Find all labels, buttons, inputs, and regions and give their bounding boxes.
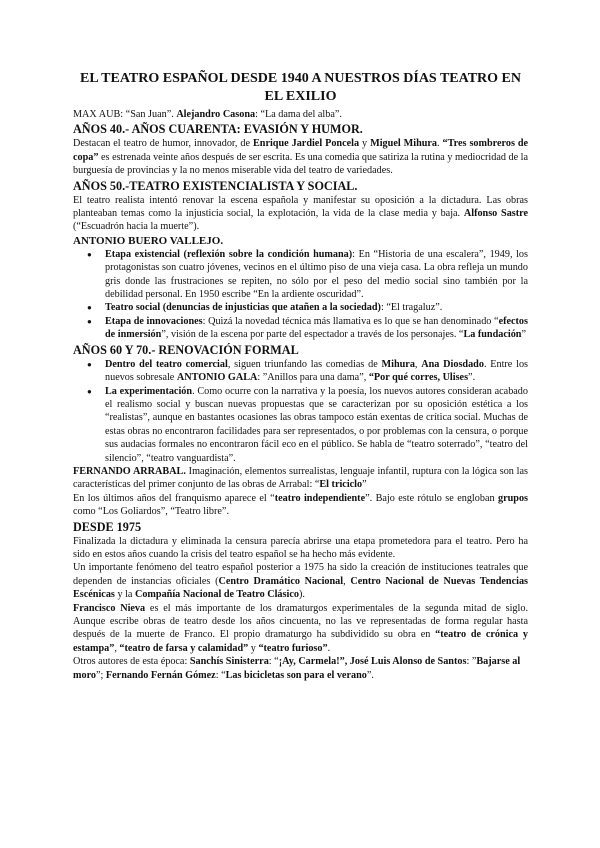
author-mihura: Miguel Mihura xyxy=(370,138,438,150)
author-jardiel-poncela: Enrique Jardiel Poncela xyxy=(252,138,360,150)
paragraph-anos-40: Destacan el teatro de humor, innovador, de Enrique Jardiel Poncela y Miguel Mihura. “Tres sombreros de copa” es estrenada veinte años después de ser escrita. Es una comedia que satiriza la rutina y mediocridad de la burguesía de provincias y la no menos miserable vida del teatro de variedades. xyxy=(73,138,529,177)
text: . Como ocurre con la narrativa y la poesía, los nuevos autores consideran acabado el realismo social y buscan nuevas propuestas que se caracterizan por su oposición estética a los “realistas”, aunque en bastantes ocasiones las obras tampoco están exentas de crítica social. Muchas de estas obras no encontraron facilidades para ser representados, o por problemas con la censura, o porque sus audacias formales no encontraron fácil eco en el público. Se habla de “teatro soterrado”, “teatro del silencio”, “teatro vanguardista”. xyxy=(105,385,528,464)
work-bajarse-al-moro: Bajarse al moro xyxy=(73,656,521,681)
text: : “ xyxy=(268,656,279,668)
text: ”. xyxy=(468,372,476,384)
text: : Quizá la novedad técnica más llamativa es lo que se han denominado “ xyxy=(202,315,499,327)
paragraph-1975-3 xyxy=(73,602,528,656)
paragraph-1975-4 xyxy=(73,655,528,682)
heading-anos-40: AÑOS 40.- AÑOS CUARENTA: EVASIÓN Y HUMOR. xyxy=(73,122,363,137)
author-sastre: Alfonso Sastre xyxy=(463,208,529,220)
text: ). xyxy=(298,589,305,601)
text: : En “Historia de una escalera”, 1949, los protagonistas son cuatro jóvenes, vecinos en el último piso de una vieja casa. La obra refleja un mundo gris donde las frustraciones se repiten, no sólo por el peso del medio social sino también por la debilidad personal. En 1950 escribe “En la ardiente oscuridad”. xyxy=(105,248,528,301)
text: (“Escuadrón hacia la muerte”). xyxy=(73,221,200,233)
text: Un importante fenómeno del teatro español posterior a 1975 ha sido la creación de instituciones teatrales que dependen de instancias oficiales ( xyxy=(73,562,528,587)
text: ” xyxy=(362,479,367,491)
list-item xyxy=(105,248,528,302)
list-item xyxy=(105,358,528,385)
buero-list xyxy=(73,248,528,342)
work-ulises: “Por qué corres, Ulises xyxy=(368,372,469,384)
text: “teatro de crónica y estampa” xyxy=(73,629,529,654)
intro-line: MAX AUB: “San Juan”. Alejandro Casona: “La dama del alba”. xyxy=(73,109,342,120)
author-arrabal: FERNANDO ARRABAL. xyxy=(73,465,186,477)
text: , siguen triunfando las comedias de xyxy=(227,358,378,370)
subheading-buero-vallejo: ANTONIO BUERO VALLEJO. xyxy=(73,234,224,247)
text: El teatro realista intentó renovar la escena española y manifestar su oposición a la dictadura. Las obras planteaban temas como la injusticia social, la explotación, la vida de la clase media y baja. xyxy=(73,194,528,220)
text: Otros autores de esta época: xyxy=(73,656,188,668)
text: ”. xyxy=(366,669,374,681)
author-fernan-gomez: Fernando Fernán Gómez xyxy=(105,669,216,681)
heading-desde-1975: DESDE 1975 xyxy=(73,519,142,534)
text: . xyxy=(327,642,331,654)
list-item xyxy=(105,385,528,465)
author-casona: Alejandro Casona xyxy=(176,109,256,120)
text: En los últimos años del franquismo aparece el “ xyxy=(73,492,275,504)
work-tres-sombreros: “Tres sombreros de copa” xyxy=(73,138,529,163)
work-san-juan: “San Juan”. xyxy=(125,109,174,120)
text: como “Los Goliardos”, “Teatro libre”. xyxy=(73,506,230,518)
text: Teatro social (denuncias de injusticias que atañen a la sociedad) xyxy=(105,302,381,314)
text: Imaginación, elementos surrealistas, lenguaje infantil, ruptura con la lógica son las características del primer conjunto de las obras de Arrabal: “ xyxy=(73,465,528,491)
renovacion-list xyxy=(73,358,528,465)
text: “teatro furioso” xyxy=(258,642,328,654)
text: La experimentación xyxy=(105,385,193,397)
text: ”. Bajo este rótulo se engloban xyxy=(365,492,495,504)
text: Dentro del teatro comercial xyxy=(105,358,228,370)
text: teatro independiente xyxy=(274,492,366,504)
institution-cdn: Centro Dramático Nacional xyxy=(218,575,344,587)
author-sinisterra: Sanchís Sinisterra xyxy=(189,656,269,668)
list-item xyxy=(105,301,528,314)
text: : ”Anillos para una dama”, xyxy=(257,372,367,384)
paragraph-arrabal xyxy=(73,465,528,492)
text: Destacan el teatro de humor, innovador, de xyxy=(73,138,251,150)
text: Etapa de innovaciones xyxy=(105,315,203,327)
text: Etapa existencial (reflexión sobre la condición humana) xyxy=(105,248,353,260)
text: , xyxy=(414,358,418,370)
text: ”; xyxy=(96,669,104,681)
paragraph-1975-1: Finalizada la dictadura y eliminada la censura parecía abrirse una etapa prometedora para el teatro. Pero ha sido en estos años cuando la crisis del teatro español se ha hecho más evidente. xyxy=(73,535,528,560)
heading-anos-50: AÑOS 50.-TEATRO EXISTENCIALISTA Y SOCIAL. xyxy=(73,178,358,193)
text: : ” xyxy=(466,656,477,668)
heading-anos-60-70: AÑOS 60 Y 70.- RENOVACIÓN FORMAL xyxy=(73,342,299,357)
institution-cnnte: Centro Nacional de Nuevas Tendencias Escénicas xyxy=(73,575,529,601)
work-bicicletas: Las bicicletas son para el verano xyxy=(225,669,367,681)
text: ” xyxy=(521,329,526,341)
author-mihura: Mihura xyxy=(381,358,415,370)
text: , xyxy=(343,575,346,587)
text: : “El tragaluz”. xyxy=(380,302,443,314)
text: ¡Ay, Carmela!”, José Luis Alonso de Santos xyxy=(278,656,467,668)
paragraph-1975-2 xyxy=(73,561,528,601)
paragraph-teatro-independiente xyxy=(73,492,528,519)
paragraph-anos-50 xyxy=(73,194,528,234)
work-dama-alba: “La dama del alba”. xyxy=(260,109,342,120)
text: . Entre los nuevos sobresale xyxy=(105,358,529,384)
text: y xyxy=(362,138,368,150)
text: ”, visión de la escena por parte del espectador a través de los personajes. “ xyxy=(161,329,464,341)
text: y xyxy=(250,642,256,654)
text: y la xyxy=(117,589,133,601)
author-nieva: Francisco Nieva xyxy=(73,602,146,614)
author-gala: ANTONIO GALA xyxy=(176,372,258,384)
document-title: EL TEATRO ESPAÑOL DESDE 1940 A NUESTROS DÍAS TEATRO EN EL EXILIO xyxy=(80,71,521,104)
text: , xyxy=(114,642,117,654)
text: efectos de inmersión xyxy=(105,315,528,341)
text: grupos xyxy=(498,492,529,504)
list-item xyxy=(105,315,528,342)
text: “teatro de farsa y calamidad” xyxy=(119,642,249,654)
text: es estrenada veinte años después de ser escrita. Es una comedia que satiriza la rutina y mediocridad de la burguesía de provincias y la no menos miserable vida del teatro de variedades. xyxy=(73,151,529,177)
text: : “ xyxy=(215,669,226,681)
institution-cntc: Compañía Nacional de Teatro Clásico xyxy=(134,589,299,601)
work-triciclo: El triciclo xyxy=(319,479,363,491)
author-max-aub: MAX AUB xyxy=(73,109,121,120)
text: es el más importante de los dramaturgos experimentales de la segunda mitad de siglo. Aunque escribe obras de teatro desde los años cincuenta, no las ve representadas de forma regular hasta después de la muerte de Franco. El propio dramaturgo ha subdividido su obra en xyxy=(73,602,528,641)
author-diosdado: Ana Diosdado xyxy=(421,358,484,370)
text: La fundación xyxy=(463,329,522,341)
